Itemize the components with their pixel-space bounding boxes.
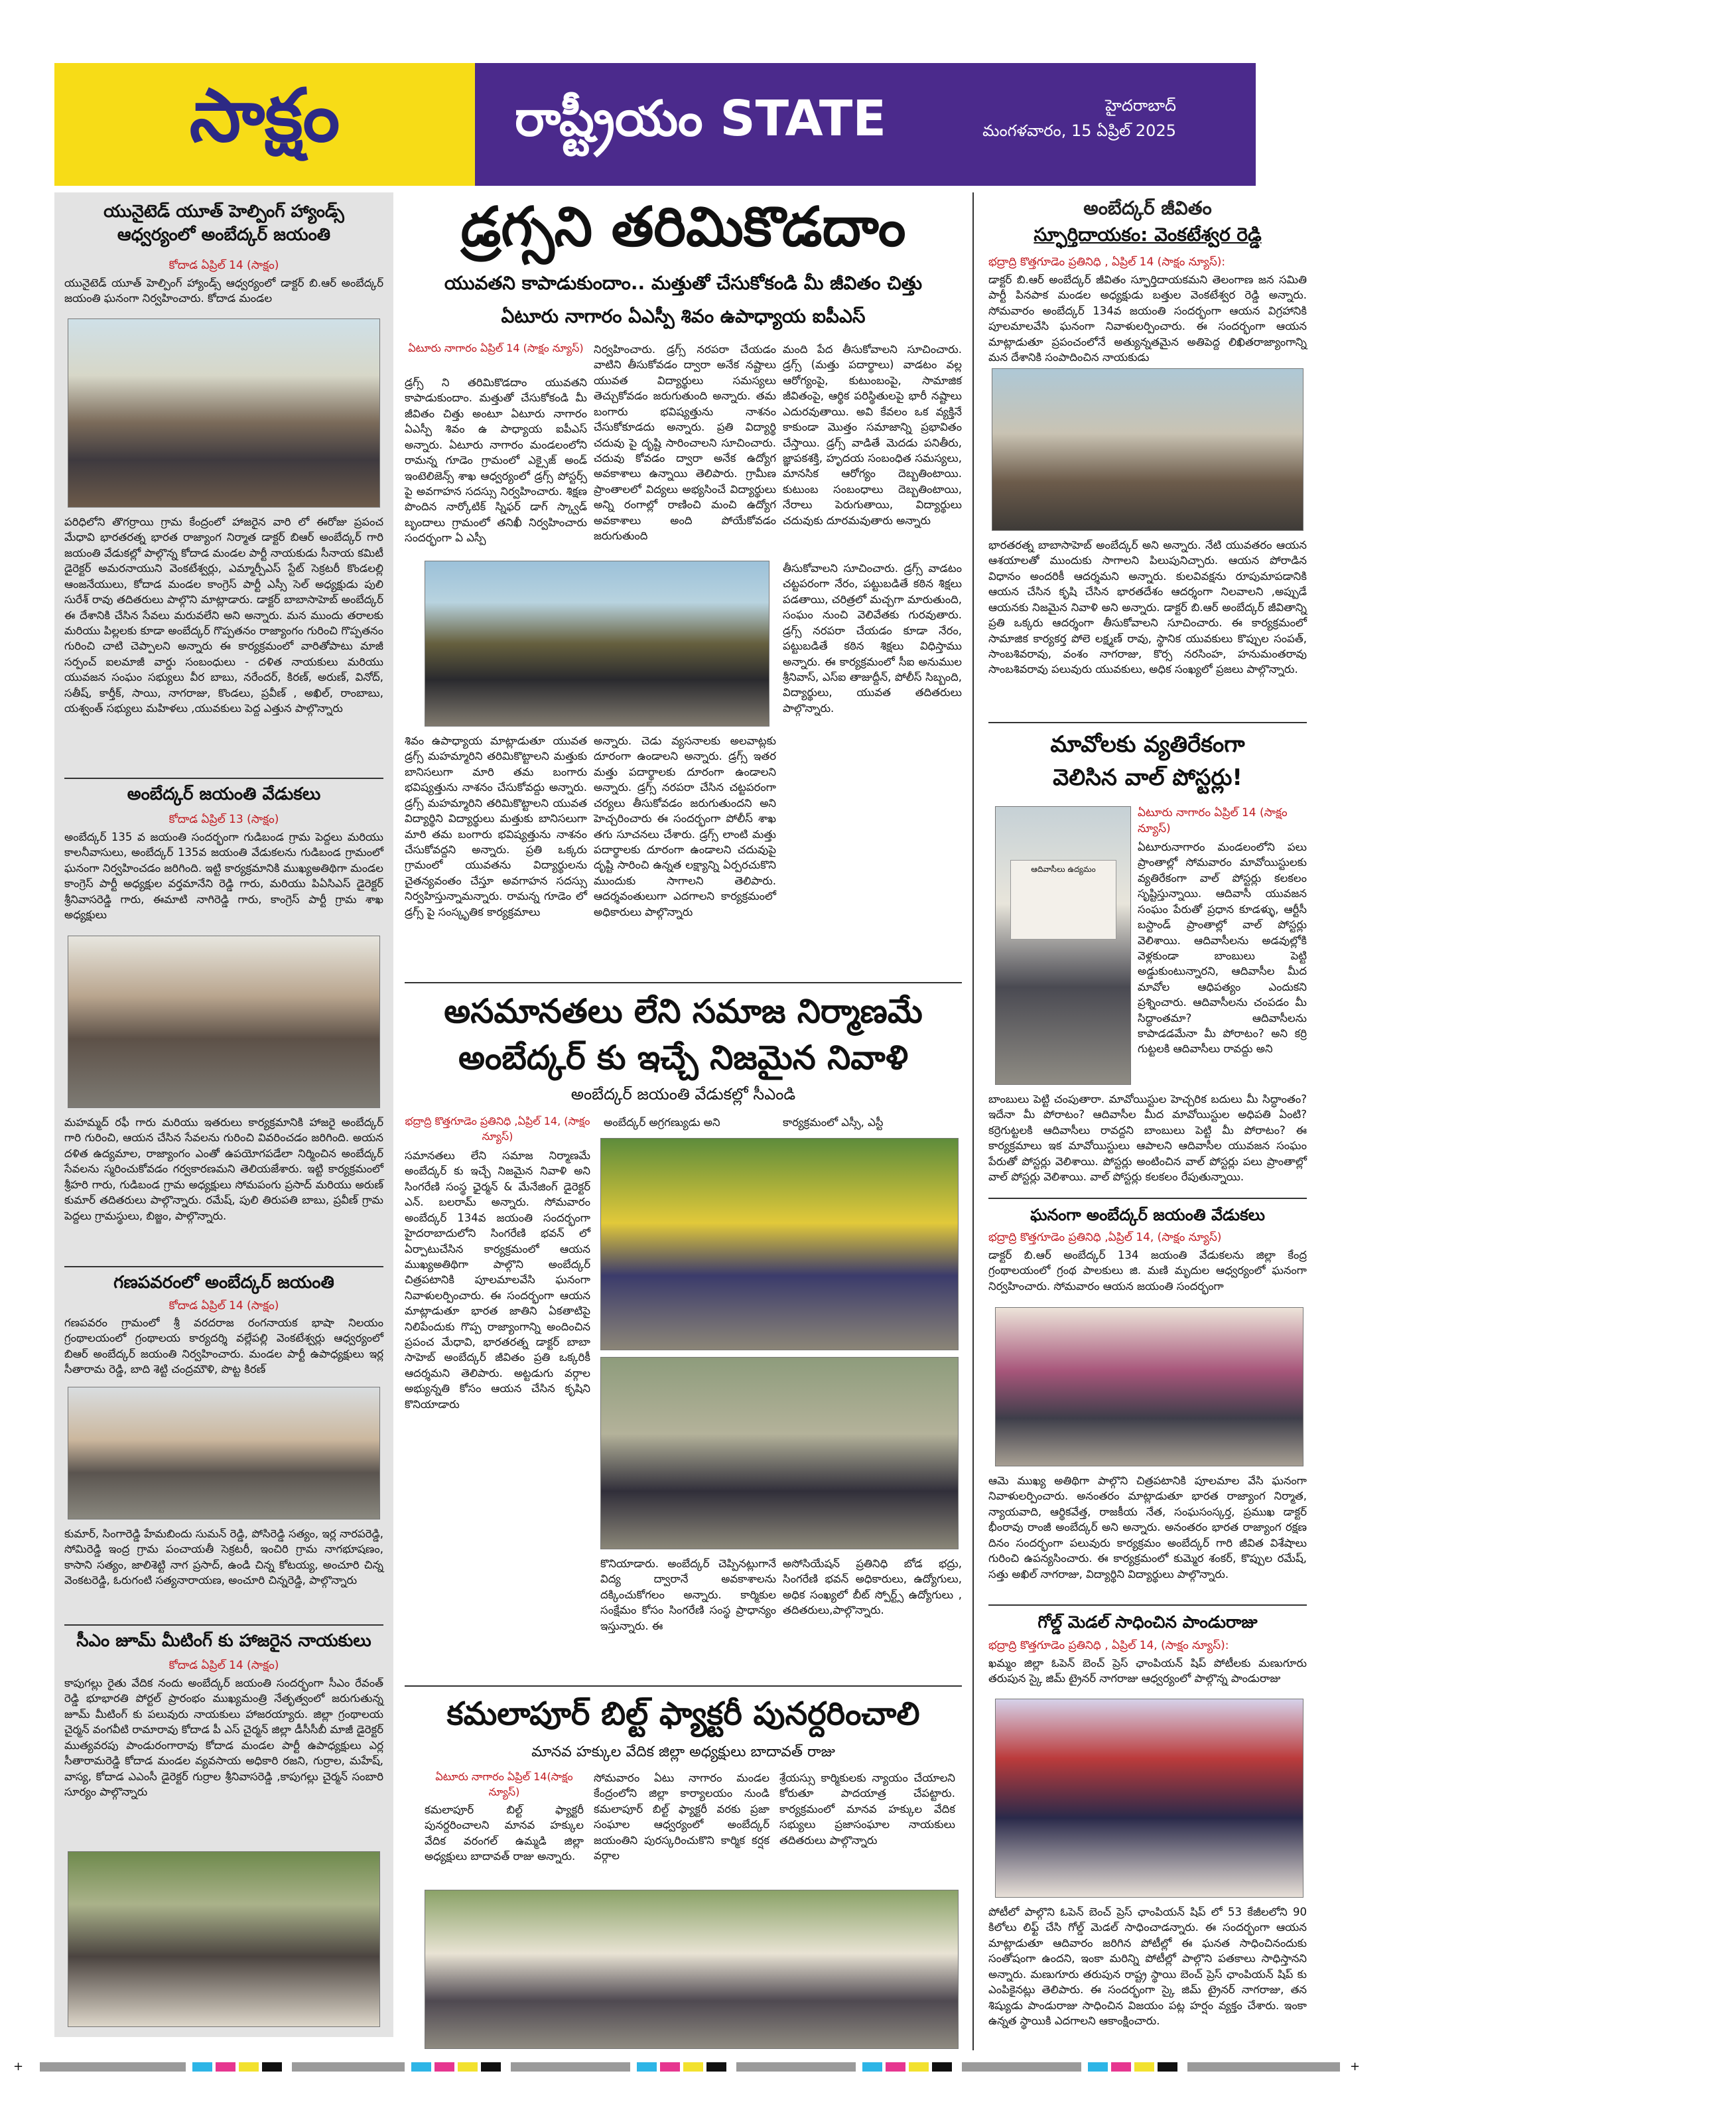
story-body: ఏటూరునాగారం మండలంలోని పలు ప్రాంతాల్లో సోమవారం మావోయిస్టులకు వ్యతిరేకంగా వాల్ పోస్టర్లు కలకలం సృష్టిస్తున్నాయి. ఆదివాసీ యువజన సంఘం పేరుతో ప్రధాన కూడళ్ళు, ఆర్టీసీ బస్టాండ్ ప్రాంతాల్లో వాల్ పోస్టర్లు వెలిశాయి. ఆదివాసీలను అడవుల్లోకి వెళ్లకుండా బాంబులు పెట్టి అడ్డుకుంటున్నారని, ఆదివాసీల మీద మావోల ఆధిపత్యం ఎందుకని ప్రశ్నించారు. ఆదివాసీలను చంపడం మీ సిద్ధాంతమా? ఆదివాసీలను కాపాడడమేనా మీ పోరాటం? అని కర్రి గుట్టలకి ఆదివాసీలు రావద్దు అని <box>1138 841 1307 1056</box>
story-dateline: భద్రాద్రి కొత్తగూడెం ప్రతినిధి ,ఏప్రిల్ 14, (సాక్షం న్యూస్) <box>988 1231 1222 1244</box>
story-column: నిర్వహించారు. డ్రగ్స్ నరపరా చేయడం వాటిని తీసుకోవడం ద్వారా అనేక నష్టాలు యువత విద్యార్థులు సమస్యలు తెచ్చుకోవడం జరుగుతుంది అన్నారు. తమ బంగారు భవిష్యత్తును నాశనం చేసుకోకూడదు అన్నారు. ప్రతి విద్యార్థి చదువు పై దృష్టి సారించాలని సూచించారు. చదువు కోవడం ద్వారా అనేక ఉద్యోగ అవకాశాలు ఉన్నాయి తెలిపారు. గ్రామీణ ప్రాంతాలలో విద్యలు అభ్యసించే విద్యార్థులు అన్ని రంగాల్లో రాణించి మంచి ఉద్యోగ అవకాశాలు అంది పోయేకోవడం జరుగుతుంది <box>594 343 776 543</box>
story-column: అన్నారు. చెడు వ్యసనాలకు అలవాట్లకు దూరంగా ఉండాలని అన్నారు. డ్రగ్స్ ఇతర మత్తు పదార్థాలకు దూరంగా ఉండాలని అన్నారు. డ్రగ్స్ నరపరా చేసిన చట్టపరంగా చర్యలు తీసుకోవడం జరుగుతుందని అని హెచ్చరించారు ఈ సందర్భంగా పోలీస్ శాఖ తగు సూచనలు చేశారు. డ్రగ్స్ లాంటి మత్తు పదార్థాలకు దూరంగా ఉండాలని చదువుపై దృష్టి సారించి ఉన్నత లక్ష్యాన్ని ఏర్పరచుకొని ముందుకు సాగాలని తెలిపారు. ఆదర్శవంతులుగా ఎదగాలని కార్యక్రమంలో అధికారులు పాల్గొన్నారు <box>594 735 776 918</box>
section-banner <box>475 63 1734 186</box>
lead-headline: డ్రగ్సని తరిమికొడదాం <box>460 196 906 259</box>
story-subheadline: మానవ హక్కుల వేదిక జిల్లా అధ్యక్షులు బాదావత్ రాజు <box>531 1744 835 1760</box>
story-column: కమలాపూర్ బిల్ట్ ఫ్యాక్టరీ పునర్దరించాలని మానవ హక్కుల వేదిక వరంగల్ ఉమ్మడి జిల్లా అధ్యక్షులు బాదావత్ రాజు అన్నారు. <box>425 1803 584 1863</box>
story-headline: అంబేద్కర్ కు ఇచ్చే నిజమైన నివాళి <box>458 1038 908 1077</box>
story-headline: అసమానతలు లేని సమాజ నిర్మాణమే <box>444 992 923 1030</box>
story-dateline: ఏటూరు నాగారం ఏప్రిల్ 14(సాక్షం న్యూస్) <box>435 1770 573 1798</box>
story-headline: కమలాపూర్ బిల్ట్ ఫ్యాక్టరీ పునర్దరించాలి <box>446 1695 920 1732</box>
divider <box>405 1685 962 1687</box>
divider <box>988 1198 1307 1199</box>
story-lead: యునైటెడ్ యూత్ హెల్పింగ్ హ్యాండ్స్ ఆధ్వర్యంలో డాక్టర్ బి.ఆర్ అంబేద్కర్ జయంతి ఘనంగా నిర్వహించారు. కోదాడ మండల <box>64 277 383 305</box>
story-body: కుమార్, సింగారెడ్డి హేమబిందు సుమన్ రెడ్డి, పోసిరెడ్డి సత్యం, ఇర్ల నారపరెడ్డి, సోమిరెడ్డి ఇంద్ర గ్రామ పంచాయతీ సెక్రటరీ, ఇంచిరి గ్రామ నాగభూషణం, కాసాని సత్యం, జాలిశెట్టి నాగ ప్రసాద్, ఉండి చిన్న కోటయ్య, అంచూరి చిన్న వెంకటరెడ్డి, ఓరుగంటి సత్యనారాయణ, అంచూరి చిన్నరెడ్డి, పాల్గొన్నారు <box>64 1527 383 1587</box>
story-dateline: భద్రాద్రి కొత్తగూడెం ప్రతినిధి ,ఏప్రిల్ 14, (సాక్షం న్యూస్) <box>405 1115 590 1143</box>
awareness-rally-photo <box>425 561 769 727</box>
story-headline: అంబేద్కర్ జీవితం <box>1083 197 1212 219</box>
story-headline: అంబేద్కర్ జయంతి వేడుకలు <box>127 784 321 804</box>
story-headline: మావోలకు వ్యతిరేకంగా <box>1050 731 1245 758</box>
edition-date: మంగళవారం, 15 ఏప్రిల్ 2025 <box>982 121 1176 140</box>
lead-subheadline: యువతని కాపాడుకుందాం.. మత్తుతో చేసుకోకండి మీ జీవితం చిత్తు <box>444 272 923 294</box>
crosshair-icon: + <box>1350 2060 1361 2074</box>
story-body: పరిధిలోని తొగర్రాయి గ్రామ కేంద్రంలో హాజరైన వారి లో ఈరోజు ప్రపంచ మేధావి భారతరత్న భారత రాజ్యాంగ నిర్మాత డాక్టర్ బిఆర్ అంబేద్కర్ గారి జయంతి వేడుకల్లో పాల్గొన్న కోదాడ మండల పార్టీ నాయకుడు సీనాయ కమిటీ డైరెక్టర్ అమరనాయుని వెంకటేశ్వర్లు, ఎమ్మార్పీఎస్ స్టేట్ సెక్రటరీ కొండలల్లి ఆంజనేయులు, కోదాడ మండల కాంగ్రెస్ పార్టీ ఎస్సీ సెల్ అధ్యక్షుడు పులి సురేశ్ రావు తదితరులు పాల్గొని మాట్లాడారు. డాక్టర్ బాబాసాహెబ్ అంబేద్కర్ ఈ దేశానికి చేసిన సేవలు మరువలేని అని అన్నారు. మన ముందు తరాలకు మరియు పిల్లలకు కూడా అంబేద్కర్ గొప్పతనం రాజ్యాంగం గురించి గొప్పతనం గురించి చాటి చెప్పాలని అన్నారు ఈ కార్యక్రమంలో వారితోపాటు మాజీ సర్పంచ్ ఐలమాజీ వార్డు సంబంధులు - దళిత నాయకులు మరియు యువజన సంఘం సభ్యులు వీర బాబు, నరేందర్, కిరణ్, అరుణ్, వినోద్, సతీష్, కార్తీక్, సాయి, నాగరాజు, కొండలు, ప్రవీణ్ , అఖిల్, రాంబాబు, యశ్వంత్ సభ్యులు మహిళలు ,యువకులు పెద్ద ఎత్తున పాల్గొన్నారు <box>64 516 383 715</box>
event-photo <box>68 936 380 1108</box>
divider <box>64 1266 383 1267</box>
story-dateline: కోదాడ ఏప్రిల్ 14 (సాక్షం) <box>168 1659 279 1672</box>
divider <box>988 1604 1307 1606</box>
story-column: తీసుకోవాలని సూచించారు. డ్రగ్స్ వాడటం చట్టపరంగా నేరం, పట్టుబడితే కఠిన శిక్షలు పడతాయి, చరిత్రలో మచ్చగా మారుతుంది, సంఘం నుంచి వెలివేతకు గురవుతారు. డ్రగ్స్ నరపరా చేయడం కూడా నేరం, పట్టుబడితే కఠిన శిక్షలు విధిస్తాము అన్నారు. ఈ కార్యక్రమంలో సీఐ అనుముల శ్రీనివాస్, ఎస్ఐ తాజుద్దీన్, పోలీస్ సిబ్బంది, విద్యార్థులు, యువత తదితరులు పాల్గొన్నారు. <box>783 562 962 715</box>
story-column: కొనియాడారు. అంబేద్కర్ చెప్పినట్లుగానే విద్య ద్వారానే అవకాశాలను దక్కించుకోగలం అన్నారు. కార్మికుల సంక్షేమం కోసం సింగరేణి సంస్థ ప్రాధాన్యం ఇస్తున్నారు. ఈ <box>600 1557 776 1632</box>
story-dateline: ఏటూరు నాగారం ఏప్రిల్ 14 (సాక్షం న్యూస్) <box>408 342 584 354</box>
story-column: శివం ఉపాధ్యాయ మాట్లాడుతూ యువత డ్రగ్స్ మహమ్మారిని తరిమికొట్టాలని మత్తుకు బానిసలుగా మారి తమ బంగారు భవిష్యత్తును నాశనం చేసుకోవద్దు అన్నారు. డ్రగ్స్ మహమ్మారిని తరిమికొట్టాలని యువత విద్యార్థిని విద్యార్థులు మత్తుకు బానిసలుగా మారి తమ బంగారు భవిష్యత్తును నాశనం చేసుకోవద్దని అన్నారు. ప్రతి ఒక్కరు గ్రామంలో యువతను విద్యార్థులను చైతన్యవంతం చేస్తూ అవగాహన సదస్సు నిర్వహిస్తున్నామన్నారు. రామన్న గూడెం లో డ్రగ్స్ పై సంస్కృతిక కార్యక్రమాలు <box>405 735 587 918</box>
divider <box>64 1624 383 1626</box>
story-dateline: భద్రాద్రి కొత్తగూడెం ప్రతినిధి , ఏప్రిల్ 14 (సాక్షం న్యూస్): <box>988 255 1226 269</box>
story-dateline: భద్రాద్రి కొత్తగూడెం ప్రతినిధి , ఏప్రిల్ 14, (సాక్షం న్యూస్): <box>988 1639 1229 1652</box>
page-number: 4 <box>1678 78 1734 171</box>
story-dateline: కోదాడ ఏప్రిల్ 13 (సాక్షం) <box>168 813 279 826</box>
story-body: పోటీలో పాల్గొని ఓపెన్ బెంచ్ ప్రెస్ ఛాంపియన్ షిప్ లో 53 కేజీలలోని 90 కిలోలు లిఫ్ట్ చేసి గోల్డ్ మెడల్ సాధించాడన్నారు. ఈ సందర్భంగా ఆయన మాట్లాడుతూ ఆదివారం జరిగిన పోటీల్లో ఈ ఘనత సాధించినందుకు సంతోషంగా ఉందని, ఇంకా మరిన్ని పోటీల్లో పాల్గొని పతకాలు సాధిస్తానని అన్నారు. మణుగూరు తరుపున రాష్ట్ర స్థాయి బెంచ్ ప్రెస్ ఛాంపియన్ షిప్ కు ఎంపికైనట్లు తెలిపారు. ఈ సందర్భంగా స్కై జిమ్ ట్రైనర్ నాగరాజు, తన శిష్యుడు పాండురాజు సాధించిన విజయం పట్ల హర్షం వ్యక్తం చేశారు. ఇంకా ఉన్నత స్థాయికి ఎదగాలని ఆకాంక్షించారు. <box>988 1906 1307 2027</box>
story-dateline: ఏటూరు నాగారం ఏప్రిల్ 14 (సాక్షం న్యూస్) <box>1138 806 1288 835</box>
divider <box>988 722 1307 723</box>
event-photo <box>68 1387 380 1519</box>
story-dateline: కోదాడ ఏప్రిల్ 14 (సాక్షం) <box>168 259 279 272</box>
crosshair-icon: + <box>13 2060 24 2074</box>
story-column: సోమవారం ఏటు నాగారం మండల కేంద్రంలోని జిల్లా కార్యాలయం నుండి కమలాపూర్ బిల్ట్ ఫ్యాక్టరీ వరకు ప్రజా సంఘాల ఆధ్వర్యంలో అంబేద్కర్ జయంతిని పురస్కరించుకొని కార్మిక కర్షక వర్గాల <box>594 1772 769 1863</box>
newspaper-logo: సాక్షం <box>54 63 475 186</box>
story-column: కార్యక్రమంలో ఎస్సీ, ఎస్టీ <box>783 1116 884 1129</box>
poster-sheet: ఆదివాసీలు ఉద్యమం <box>1010 860 1116 940</box>
group-photo <box>600 1357 959 1549</box>
column-divider <box>972 192 974 2050</box>
story-headline: స్ఫూర్తిదాయకం: వెంకటేశ్వర రెడ్డి <box>1034 224 1262 246</box>
story-column: అసోసియేషన్ ప్రతినిధి బోడ భద్రు, సింగరేణి భవన్ అధికారులు, ఉద్యోగులు, అధిక సంఖ్యలో బీట్ స్పోర్ట్స్ ఉద్యోగులు , తదితరులు,పాల్గొన్నారు. <box>783 1557 962 1617</box>
statue-tribute-photo <box>992 368 1303 531</box>
print-registration-strip <box>0 2057 1371 2077</box>
story-column: మంది పేద తీసుకోవాలని సూచించారు. డ్రగ్స్ (మత్తు పదార్థాలు) వాడటం వల్ల ఆరోగ్యంపై, కుటుంబంపై, సామాజిక జీవితంపై, ఆర్థిక పరిస్థితులపై భారీ నష్టాలు ఎదురవుతాయి. అవి కేవలం ఒక వ్యక్తినే కాకుండా మొత్తం సమాజాన్ని ప్రభావితం చేస్తాయి. డ్రగ్స్ వాడితే మెదడు పనితీరు, జ్ఞాపకశక్తి, హృదయ సంబంధిత సమస్యలు, మానసిక ఆరోగ్యం దెబ్బతింటాయి. కుటుంబ సంబంధాలు దెబ్బతింటాయి, నేరాలు పెరుగుతాయి, విద్యార్థులు చదువుకు దూరమవుతారు అన్నారు <box>783 343 962 527</box>
story-lead: ఖమ్మం జిల్లా ఓపెన్ బెంచ్ ప్రెస్ ఛాంపియన్ షిప్ పోటీలకు మణుగూరు తరుపున స్కై జిమ్ ట్రైనర్ నాగరాజు ఆధ్వర్యంలో పాల్గొన్న పాండురాజు <box>988 1657 1307 1685</box>
story-column: అంబేద్కర్ అగ్రగణ్యుడు అని <box>604 1116 720 1129</box>
masthead <box>54 63 1734 186</box>
story-dateline: కోదాడ ఏప్రిల్ 14 (సాక్షం) <box>168 1299 279 1312</box>
story-lead: గణపవరం గ్రామంలో శ్రీ వరదరాజ రంగనాయక భాషా నిలయం గ్రంథాలయంలో గ్రంథాలయ కార్యదర్శి వల్లేపల్లి వెంకటేశ్వర్లు ఆధ్వర్యంలో బిఆర్ అంబేద్కర్ జయంతి నిర్వహించారు. మండల పార్టీ ఉపాధ్యక్షులు ఇర్ల సీతారామ రెడ్డి, బాది శెట్టి చంద్రమౌళి, పొట్ట కిరణ్ <box>64 1316 383 1376</box>
story-headline: వెలిసిన వాల్ పోస్టర్లు! <box>1053 764 1242 791</box>
medal-ceremony-photo <box>995 1699 1303 1898</box>
event-photo <box>68 318 380 508</box>
left-sidebar <box>54 192 393 2037</box>
story-lead: కాపుగల్లు రైతు వేదిక నందు అంబేద్కర్ జయంతి సందర్భంగా సీఎం రేవంత్ రెడ్డి భూభారతి పోర్టల్ ప్రారంభం ముఖ్యమంత్రి నేతృత్వంలో జరుగుతున్న జూమ్ మీటింగ్ కు పలువురు నాయకులు హాజరయ్యారు. జిల్లా గ్రంథాలయ చైర్మన్ వంగవీటి రామారావు కోదాడ పీ ఎస్ చైర్మన్ జిల్లా డీసీసీబీ మాజీ డైరెక్టర్ ముత్యవరపు పాండురంగారావు కోదాడ మండల పార్టీ ఉపాధ్యక్షులు ఎర్ల సీతారామరెడ్డి కోదాడ మండల వ్యవసాయ అధికారి రజని, గుర్రాల, మహేష్, వాస్య, కోదాడ ఎఎంసీ డైరెక్టర్ గుర్రాల శ్రీనివాసరెడ్డి ,కాపుగల్లు చైర్మన్ సంబారి సూర్యం పాల్గొన్నారు <box>64 1677 383 1798</box>
story-body: ఆమె ముఖ్య అతిథిగా పాల్గొని చిత్రపటానికి పూలమాల వేసి ఘనంగా నివాళులర్పించారు. అనంతరం మాట్లాడుతూ భారత రాజ్యాంగ నిర్మాత, న్యాయవాది, ఆర్థికవేత్త, రాజకీయ నేత, సంఘసంస్కర్త, ప్రముఖ డాక్టర్ భీంరావు రాంజీ అంబేద్కర్ అని అన్నారు. అనంతరం భారత రాజ్యాంగ రక్షణ దినం సందర్భంగా పలువురు కార్యక్రమం అంబేద్కర్ గారి జీవిత విశేషాలు గురించి ఉపన్యసించారు. ఈ కార్యక్రమంలో కుమ్మెర శంకర్, కొప్పుల రమేష్, సత్తు అఖిల్ నాగరాజు, విద్యార్థిని విద్యార్థులు పాల్గొన్నారు. <box>988 1474 1307 1581</box>
story-headline: గోల్డ్ మెడల్ సాధించిన పాండురాజు <box>1037 1612 1258 1632</box>
lead-byline: ఏటూరు నాగారం ఏఎస్పీ శివం ఉపాధ్యాయ ఐపీఎస్ <box>501 305 866 327</box>
story-body: భారతరత్న బాబాసాహెబ్ అంబేద్కర్ అని అన్నారు. నేటి యువతరం ఆయన ఆశయాలతో ముందుకు సాగాలని పిలుపునిచ్చారు. ఆయన పోరాడిన విధానం అందరికీ ఆదర్శమని అన్నారు. కులవివక్షను రూపుమాపడానికి ఆయన చేసిన కృషి చేసిన భారతదేశం ఆదర్శంగా నిలవాలని ,అప్పుడే ఆయనకు నిజమైన నివాళి అని అన్నారు. డాక్టర్ బి.ఆర్ అంబేద్కర్ జీవితాన్ని ప్రతి ఒక్కరు ఆదర్శంగా తీసుకోవాలని సూచించారు. ఈ కార్యక్రమంలో సామాజిక కార్యకర్త పోలె లక్ష్మణ్ రావు, స్థానిక యువకులు కొప్పుల సంపత్, సాంబశివరావు, వంశం నాగరాజు, కొర్స నరసింహ, హనుమంతరావు సాంబశివరావు పలువురు యువకులు, అధిక సంఖ్యలో ప్రజలు పాల్గొన్నారు. <box>988 539 1307 676</box>
divider <box>405 982 962 983</box>
ambedkar-statue-photo <box>600 1138 959 1350</box>
story-subheadline: అంబేద్కర్ జయంతి వేడుకల్లో సీఎండి <box>570 1085 796 1103</box>
library-event-photo <box>995 1307 1303 1466</box>
edition-city: హైదరాబాద్ <box>1105 96 1176 115</box>
story-headline: యునైటెడ్ యూత్ హెల్పింగ్ హ్యాండ్స్ ఆధ్వర్యంలో అంబేద్కర్ జయంతి <box>103 202 344 246</box>
story-headline: గణపవరంలో అంబేద్కర్ జయంతి <box>113 1273 334 1293</box>
story-column: శ్రేయస్సు కార్మికులకు న్యాయం చేయాలని కోరుతూ పాదయాత్ర చేపట్టారు. కార్యక్రమంలో మానవ హక్కుల వేదిక సభ్యులు ప్రజాసంఘాల నాయకులు తదితరులు పాల్గొన్నారు <box>779 1772 955 1847</box>
story-lead: డాక్టర్ బి.ఆర్ అంబేద్కర్ జీవితం స్ఫూర్తిదాయకమని తెలంగాణ జన సమితి పార్టీ పినపాక మండల అధ్యక్షుడు బత్తుల వెంకటేశ్వర రెడ్డి అన్నారు. సోమవారం అంబేద్కర్ 134వ జయంతి సందర్భంగా ఆయన విగ్రహానికి పూలమాలవేసి ఘనంగా నివాళులర్పించారు. ఈ సందర్భంగా ఆయన మాట్లాడుతూ ప్రపంచంలోనే అత్యున్నతమైన అతిపెద్ద లిఖితరాజ్యాంగాన్ని మన దేశానికి సంపాదించిన నాయకుడు <box>988 273 1307 364</box>
story-headline: ఘనంగా అంబేద్కర్ జయంతి వేడుకలు <box>1030 1206 1265 1224</box>
section-title: రాష్ట్రీయం STATE <box>515 90 886 147</box>
wall-poster-photo <box>995 806 1131 1085</box>
story-column: సమానతలు లేని సమాజ నిర్మాణమే అంబేద్కర్ కు ఇచ్చే నిజమైన నివాళి అని సింగరేణి సంస్థ ఛైర్మన్ & మేనేజింగ్ డైరెక్టర్ ఎన్. బలరామ్ అన్నారు. సోమవారం అంబేద్కర్ 134వ జయంతి సందర్భంగా హైదరాబాదులోని సింగరేణి భవన్ లో ఏర్పాటుచేసిన కార్యక్రమంలో ఆయన ముఖ్యఅతిథిగా పాల్గొని అంబేద్కర్ చిత్రపటానికి పూలమాలవేసి ఘనంగా నివాళులర్పించారు. ఈ సందర్భంగా ఆయన మాట్లాడుతూ భారత జాతిని ఏకతాటిపై నిలిపేందుకు గొప్ప రాజ్యాంగాన్ని అందించిన ప్రపంచ మేధావి, భారతరత్న డాక్టర్ బాబా సాహెబ్ అంబేద్కర్ జీవితం ప్రతి ఒక్కరికీ ఆదర్శమని తెలిపారు. అట్టడుగు వర్గాల అభ్యున్నతి కోసం ఆయన చేసిన కృషిని కొనియాడారు <box>405 1149 590 1411</box>
story-body: మహమ్మద్ రఫీ గారు మరియు ఇతరులు కార్యక్రమానికి హాజరై అంబేద్కర్ గారి గురించి, ఆయన చేసిన సేవలను గురించి వివరించడం జరిగింది. అయన దళిత ఉద్యమాల, రాజ్యాంగం ఎంతో ఉపయోగపడేలా నిర్మించిన అంబేద్కర్ సేవలను స్మరించుకోవడం గర్వకారణమని తెలియజేశారు. ఇట్టి కార్యక్రమంలో శ్రీహరి గారు, గుడిబండ గ్రామ అధ్యక్షులు సోమపంగు ప్రసాద్ మరియు అరుణ్ కుమార్ తదితరులు పాల్గొన్నారు. రమేష్, పులి తిరుపతి బాబు, ప్రవీణ్ గ్రామ పెద్దలు గ్రామస్థులు, బిజ్జం, పాల్గొన్నారు. <box>64 1116 383 1222</box>
story-body: బాంబులు పెట్టి చంపుతారా. మావోయిస్టుల హెచ్చరిక బదులు మీ సిద్ధాంతం? ఇదేనా మీ పోరాటం? ఆదివాసీల మీద మావోయిస్టుల అధిపతి ఏంటి? కర్రెగుట్టలకి ఆదివాసీలు రావద్దని బాంబులు పెట్టి మీ పోరాటం? ఈ కార్యక్రమాలు ఇక మావోయిస్టులు ఆపాలని ఆదివాసీల యువజన సంఘం పేరుతో పోస్టర్లు వెలిశాయి. పోస్టర్లు అంటించిన వాల్ పోస్టర్లు పలు ప్రాంతాల్లో వాల్ పోస్టర్లు వెలిశాయి. వాల్ పోస్టర్లు కలకలం రేపుతున్నాయి. <box>988 1093 1307 1184</box>
event-photo <box>68 1851 380 2027</box>
divider <box>64 778 383 779</box>
story-lead: అంబేద్కర్ 135 వ జయంతి సందర్భంగా గుడిబండ గ్రామ పెద్దలు మరియు కాలనీవాసులు, అంబేద్కర్ 135వ జయంతి వేడుకలను గుడిబండ గ్రామంలో ఘనంగా నిర్వహించడం జరిగింది. ఇట్టి కార్యక్రమానికి ముఖ్యఅతిథిగా మండల కాంగ్రెస్ పార్టీ అధ్యక్షుల వర్తమానేని రెడ్డి గారు, మరియు పిఏసిఎస్ డైరెక్టర్ శ్రీనివాసరెడ్డి గారు, ఈమాటి నాగిరెడ్డి గారు, కాంగ్రెస్ పార్టీ గ్రామ శాఖ అధ్యక్షులు <box>64 831 383 922</box>
story-lead: డాక్టర్ బి.ఆర్ అంబేద్కర్ 134 జయంతి వేడుకలను జిల్లా కేంద్ర గ్రంథాలయంలో గ్రంథ పాలకులు జి. మణి మృదుల ఆధ్వర్యంలో ఘనంగా నిర్వహించారు. సోమవారం ఆయన జయంతి సందర్భంగా <box>988 1249 1307 1293</box>
story-column: డ్రగ్స్ ని తరిమికొడదాం యువతని కాపాడుకుందాం. మత్తుతో చేసుకోకండి మీ జీవితం చిత్తు అంటూ ఏటూరు నాగారం ఏఎస్పీ శివం ఉ పాధ్యాయ ఐపీఎస్ అన్నారు. ఏటూరు నాగారం మండలంలోని రామన్న గూడెం గ్రామంలో ఎక్సైజ్ అండ్ ఇంటెలిజెన్స్ శాఖ ఆధ్వర్యంలో డ్రగ్స్ పోస్టర్స్ పై అవగాహన సదస్సు నిర్వహించారు. శిక్షణ పొందిన నార్కోటిక్ స్నిఫర్ డాగ్ స్క్వాడ్ బృందాలు గ్రామంలో తనిఖీ నిర్వహించారు సందర్భంగా ఏ ఎస్పీ <box>405 376 587 545</box>
protest-rally-photo <box>425 1890 959 2049</box>
story-headline: సీఎం జూమ్ మీటింగ్ కు హాజరైన నాయకులు <box>76 1631 371 1651</box>
